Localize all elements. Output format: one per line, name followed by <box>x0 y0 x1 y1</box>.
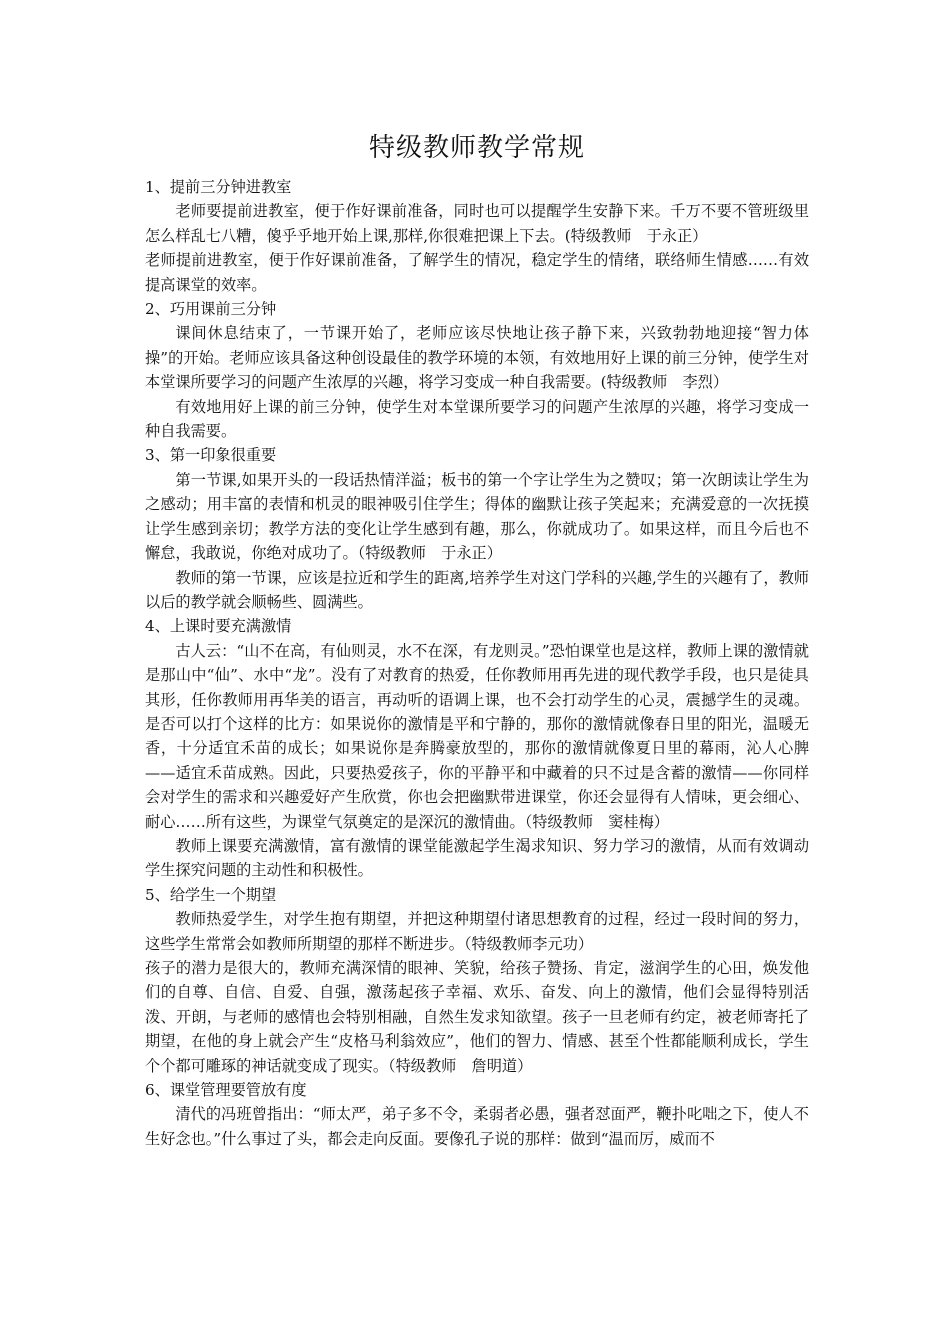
paragraph: 清代的冯班曾指出：“师太严，弟子多不令，柔弱者必愚，强者怼面严，鞭扑叱咄之下，使人不生好念也。”什么事过了头，都会走向反面。要像孔子说的那样：做到“温而厉，威而不 <box>145 1105 809 1148</box>
paragraph: 老师要提前进教室，便于作好课前准备，同时也可以提醒学生安静下来。千万不要不管班级里怎么样乱七八糟，傻乎乎地开始上课,那样,你很难把课上下去。(特级教师 于永正） <box>145 202 809 245</box>
section-heading-5: 5、给学生一个期望 <box>145 885 277 904</box>
paragraph: 孩子的潜力是很大的，教师充满深情的眼神、笑貌，给孩子赞扬、肯定，滋润学生的心田，焕发他们的自尊、自信、自爱、自强，激荡起孩子幸福、欢乐、奋发、向上的激情，他们会显得特别活泼、开朗，与老师的感情也会特别相融，自然生发求知欲望。孩子一旦老师有约定，被老师寄托了期望，在他的身上就会产生“皮格马利翁效应”，他们的智力、情感、甚至个性都能顺利成长，学生个个都可雕琢的神话就变成了现实。（特级教师 詹明道） <box>145 959 809 1075</box>
paragraph: 老师提前进教室，便于作好课前准备，了解学生的情况，稳定学生的情绪，联络师生情感……有效提高课堂的效率。 <box>145 251 809 294</box>
section-heading-1: 1、提前三分钟进教室 <box>145 178 292 196</box>
paragraph: 教师的第一节课，应该是拉近和学生的距离,培养学生对这门学科的兴趣,学生的兴趣有了，教师以后的教学就会顺畅些、圆满些。 <box>145 568 809 611</box>
paragraph: 古人云：“山不在高，有仙则灵，水不在深，有龙则灵。”恐怕课堂也是这样，教师上课的激情就是那山中“仙”、水中“龙”。没有了对教育的热爱，任你教师用再先进的现代教学手段，也只是徒具其形，任你教师用再华美的语言，再动听的语调上课，也不会打动学生的心灵，震撼学生的灵魂。是否可以打个这样的比方：如果说你的激情是平和宁静的，那你的激情就像春日里的阳光，温暖无香，十分适宜禾苗的成长；如果说你是奔腾豪放型的，那你的激情就像夏日里的幕雨，沁人心脾——适宜禾苗成熟。因此，只要热爱孩子，你的平静平和中藏着的只不过是含蓄的激情——你同样会对学生的需求和兴趣爱好产生欣赏，你也会把幽默带进课堂，你还会显得有人情味，更会细心、耐心……所有这些，为课堂气氛奠定的是深沉的激情曲。（特级教师 窦桂梅） <box>145 641 809 831</box>
page-title: 特级教师教学常规 <box>368 133 585 163</box>
paragraph: 教师热爱学生，对学生抱有期望，并把这种期望付诸思想教育的过程，经过一段时间的努力，这些学生常常会如教师所期望的那样不断进步。（特级教师李元功） <box>145 910 809 953</box>
section-heading-4: 4、上课时要充满激情 <box>145 617 292 636</box>
paragraph: 课间休息结束了，一节课开始了，老师应该尽快地让孩子静下来，兴致勃勃地迎接“智力体操”的开始。老师应该具备这种创设最佳的教学环境的本领，有效地用好上课的前三分钟，使学生对本堂课所要学习的问题产生浓厚的兴趣，将学习变成一种自我需要。(特级教师 李烈） <box>145 324 809 392</box>
section-heading-2: 2、巧用课前三分钟 <box>145 300 277 319</box>
document-page <box>145 128 809 1151</box>
paragraph: 第一节课,如果开头的一段话热情洋溢；板书的第一个字让学生为之赞叹；第一次朗读让学生为之感动；用丰富的表情和机灵的眼神吸引住学生；得体的幽默让孩子笑起来；充满爱意的一次抚摸让学生感到亲切；教学方法的变化让学生感到有趣，那么，你就成功了。如果这样，而且今后也不懈怠，我敢说，你绝对成功了。（特级教师 于永正） <box>145 470 809 563</box>
paragraph: 有效地用好上课的前三分钟，使学生对本堂课所要学习的问题产生浓厚的兴趣，将学习变成一种自我需要。 <box>145 397 809 441</box>
paragraph: 教师上课要充满激情，富有激情的课堂能激起学生渴求知识、努力学习的激情，从而有效调动学生探究问题的主动性和积极性。 <box>145 836 809 880</box>
section-heading-3: 3、第一印象很重要 <box>145 446 277 465</box>
section-heading-6: 6、课堂管理要管放有度 <box>145 1081 307 1100</box>
